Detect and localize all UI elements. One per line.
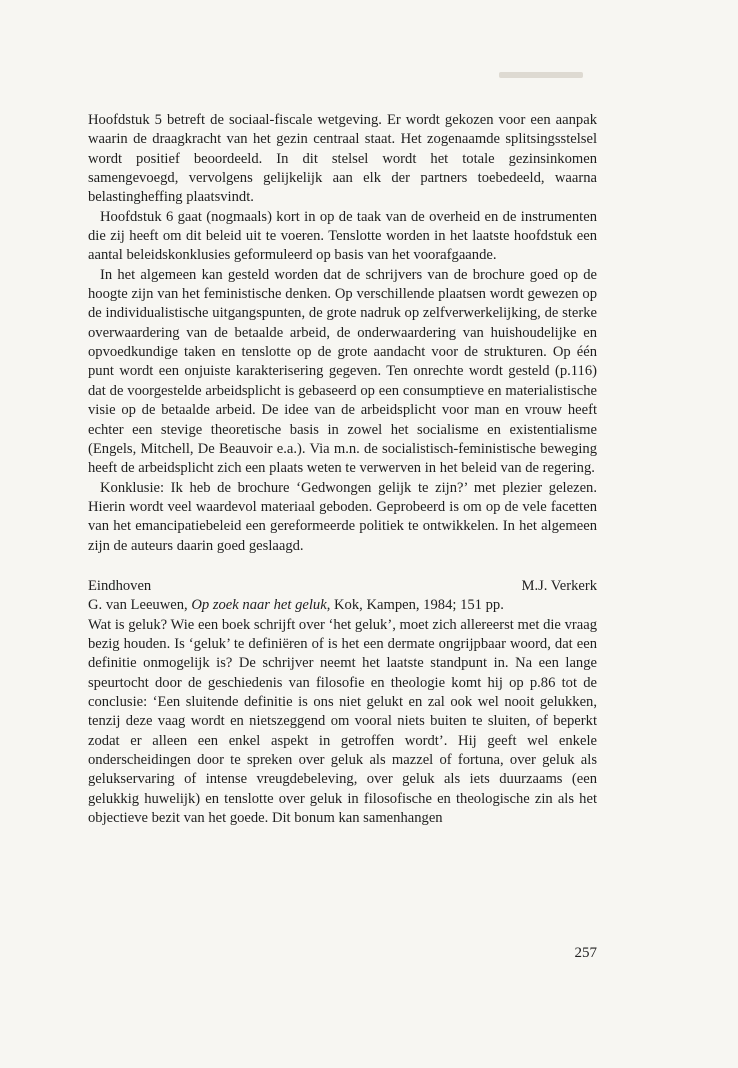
- paragraph-konklusie: Konklusie: Ik heb de brochure ‘Gedwongen gelijk te zijn?’ met plezier gelezen. Hierin wordt veel waardevol materiaal geboden. Geprobeerd is om op de vele facetten van het emancipatiebeleid een gereformeerde politiek te ontwikkelen. In het algemeen zijn de auteurs daarin goed geslaagd.: [88, 479, 597, 554]
- text-column: [88, 111, 597, 828]
- page-number: 257: [574, 945, 597, 961]
- signature-place: Eindhoven: [88, 577, 152, 594]
- signature-line: [88, 577, 597, 596]
- review-author: G. van Leeuwen,: [88, 597, 192, 614]
- review-body: Wat is geluk? Wie een boek schrijft over ‘het geluk’, moet zich allereerst met die vraag bezig houden. Is ‘geluk’ te definiëren of is het een dermate ongrijpbaar woord, dat een definitie onmogelijk is? De schrijver neemt het laatste standpunt in. Na een lange speurtocht door de geschiedenis van filosofie en theologie komt hij op p.86 tot de conclusie: ‘Een sluitende definitie is ons niet gelukt en zal ook wel nooit gelukken, tenzij deze vaag wordt en nietszeggend om vooral niets buiten te sluiten, of beperkt zodat er alleen een enkel aspekt in getroffen wordt’. Hij geeft wel enkele onderscheidingen door te spreken over geluk als mazzel of fortuna, over geluk als gelukservaring of intense vreugdebeleving, over geluk als iets duurzaams (een gelukkig huwelijk) en tenslotte over geluk in filosofische en theologische zin als het objectieve bezit van het goede. Dit bonum kan samenhangen: [88, 616, 597, 827]
- bleed-through-mark: [499, 72, 583, 78]
- paragraph-hoofdstuk-5: Hoofdstuk 5 betreft de sociaal-fiscale wetgeving. Er wordt gekozen voor een aanpak waarin de draagkracht van het gezin centraal staat. Het zogenaamde splitsingsstelsel wordt positief beoordeeld. In dit stelsel wordt het totale gezinsinkomen samengevoegd, vervolgens gelijkelijk aan elk der partners toebedeeld, waarna belastingheffing plaatsvindt.: [88, 112, 597, 206]
- signature-author: M.J. Verkerk: [521, 577, 597, 594]
- paragraph-algemeen: In het algemeen kan gesteld worden dat de schrijvers van de brochure goed op de hoogte zijn van het feministische denken. Op verschillende plaatsen wordt gewezen op de individualistische uitgangspunten, de grote nadruk op zelfverwerkelijking, de sterke overwaardering van de betaalde arbeid, de onderwaardering van huishoudelijke en opvoedkundige taken en tenslotte op de grote aandacht voor de strukturen. Op één punt wordt een onjuiste karakterisering gegeven. Ten onrechte wordt gesteld (p.116) dat de voorgestelde arbeidsplicht is gebaseerd op een consumptieve en materialistische visie op de betaalde arbeid. De idee van de arbeidsplicht voor man en vrouw heeft echter een stevige theoretische basis in zowel het socialisme en existentialisme (Engels, Mitchell, De Beauvoir e.a.). Via m.n. de socialistisch-feministische beweging heeft de arbeidsplicht zich een plaats weten te verwerven in het beleid van de regering.: [88, 266, 597, 477]
- paragraph-hoofdstuk-6: Hoofdstuk 6 gaat (nogmaals) kort in op de taak van de overheid en de instrumenten die zij heeft om dit beleid uit te voeren. Tenslotte worden in het laatste hoofdstuk een aantal beleidskonklusies geformuleerd op basis van het voorafgaande.: [88, 208, 597, 264]
- review-publisher: , Kok, Kampen, 1984; 151 pp.: [326, 597, 504, 614]
- review-citation: [88, 596, 597, 615]
- review-title: Op zoek naar het geluk: [191, 597, 327, 614]
